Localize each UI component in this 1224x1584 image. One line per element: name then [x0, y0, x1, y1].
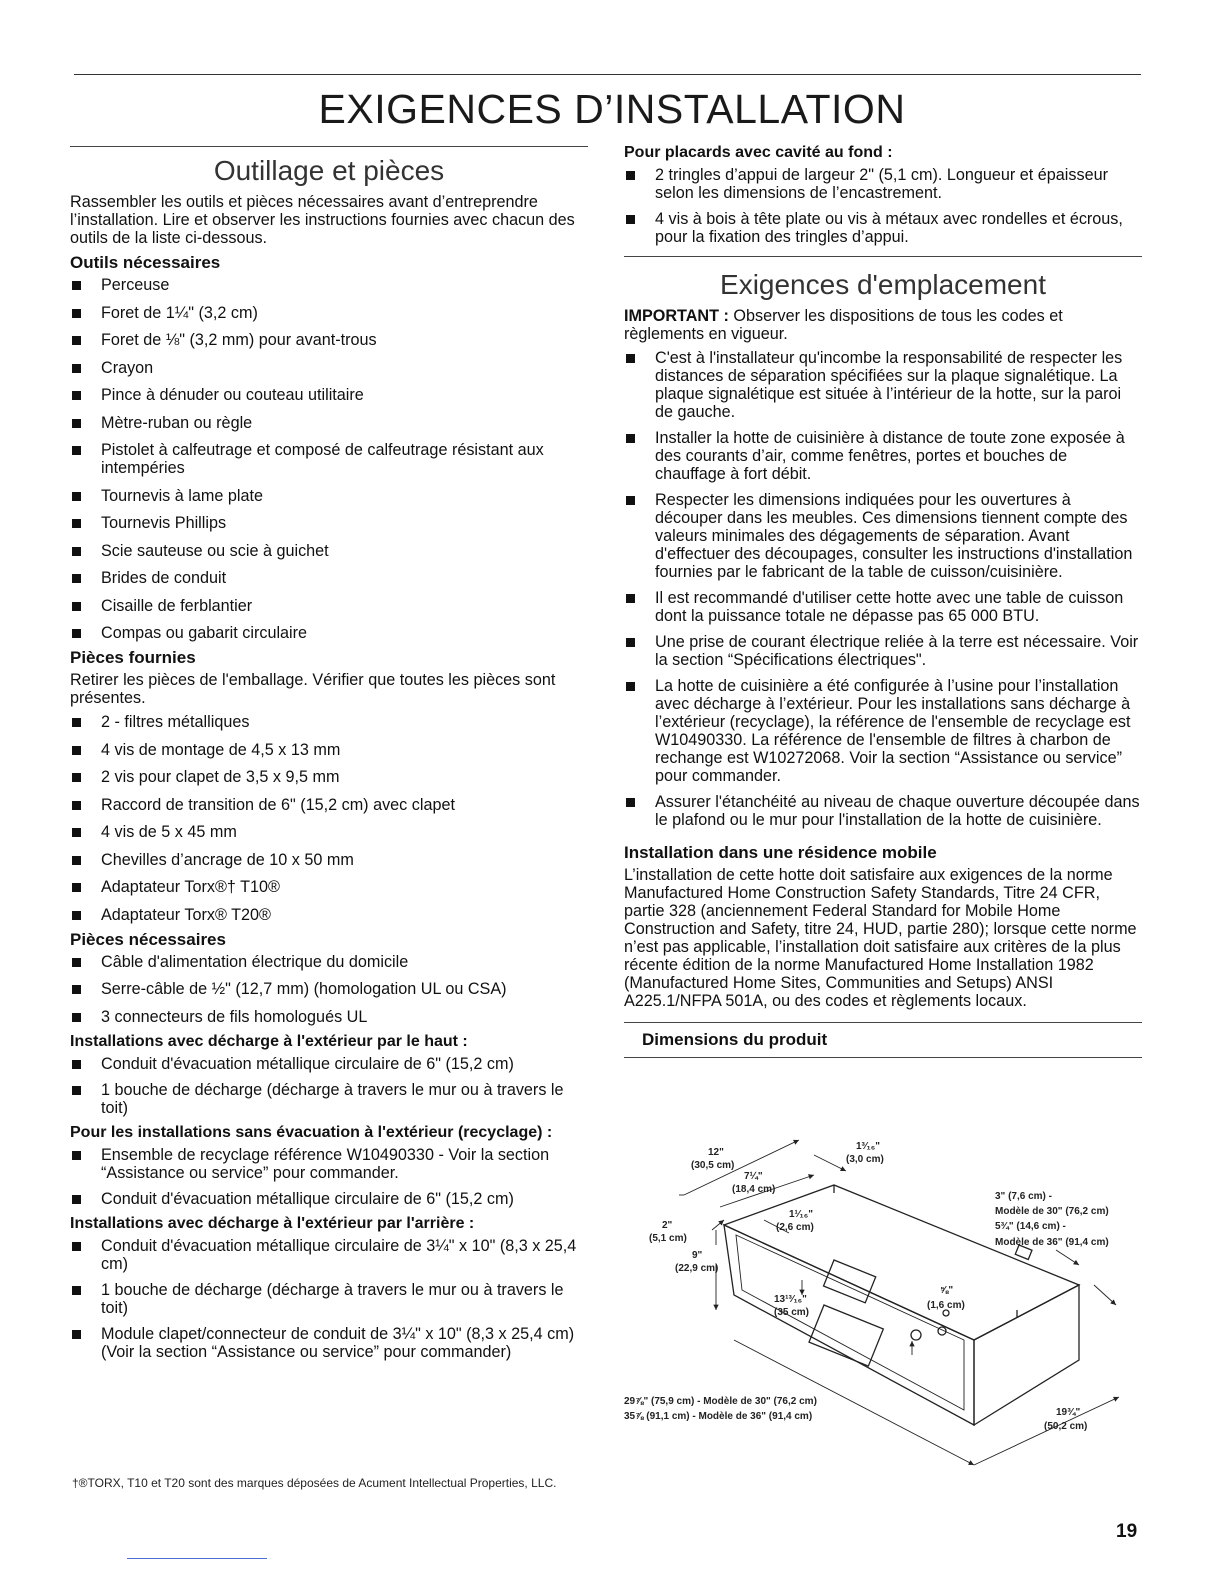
important-text: Observer les dispositions de tous les codes et règlements en vigueur.: [624, 307, 1063, 343]
location-list: [624, 349, 1142, 829]
list-item: Compas ou gabarit circulaire: [70, 624, 588, 642]
top-rule: [74, 74, 1141, 75]
left-column: [70, 146, 588, 1369]
dim-1-1-cm-label: (2,6 cm): [776, 1222, 814, 1233]
rear-vent-list: [70, 1237, 588, 1361]
intro-text: Rassembler les outils et pièces nécessaires avant d’entreprendre l’installation. Lire et observer les instructions fournies avec chacun des outils de la liste ci-dessous.: [70, 193, 575, 247]
dim-5-3-model-label: Modèle de 36" (91,4 cm): [995, 1237, 1109, 1248]
list-item: Raccord de transition de 6" (15,2 cm) avec clapet: [70, 796, 588, 814]
list-item: Pince à dénuder ou couteau utilitaire: [70, 386, 588, 404]
list-item: Cisaille de ferblantier: [70, 597, 588, 615]
dimensions-heading: Dimensions du produit: [642, 1030, 828, 1049]
depth-label: 19¾": [1056, 1407, 1081, 1418]
list-item: Ensemble de recyclage référence W10490330 - Voir la section “Assistance ou service” pour commander.: [70, 1146, 588, 1182]
list-item: Perceuse: [70, 276, 588, 294]
dim-9-label: 9": [692, 1250, 703, 1261]
list-item: 1 bouche de décharge (décharge à travers le mur ou à travers le toit): [70, 1281, 588, 1317]
section-rule: [70, 146, 588, 147]
dim-5-8-cm-label: (1,6 cm): [927, 1300, 965, 1311]
list-item: Serre-câble de ½" (12,7 mm) (homologation UL ou CSA): [70, 980, 588, 998]
section-title-tools: Outillage et pièces: [213, 155, 445, 186]
dim-1-3-cm-label: (3,0 cm): [846, 1154, 884, 1165]
dim-3-model-label: Modèle de 30" (76,2 cm): [995, 1206, 1109, 1217]
width-30-label: 29⅞" (75,9 cm) - Modèle de 30" (76,2 cm): [624, 1396, 817, 1407]
decorative-line: [127, 1558, 267, 1559]
list-item: C'est à l'installateur qu'incombe la responsabilité de respecter les distances de séparation spécifiées sur la plaque signalétique. La plaque signalétique est située à l’intérieur de la hotte, sur la paroi de gauche.: [624, 349, 1142, 421]
list-item: Adaptateur Torx®† T10®: [70, 878, 588, 896]
dim-13-label: 13¹³⁄₁₆": [774, 1294, 807, 1305]
dim-9-cm-label: (22,9 cm): [675, 1263, 719, 1274]
list-item: Scie sauteuse ou scie à guichet: [70, 542, 588, 560]
dim-12-label: 12": [708, 1147, 724, 1158]
list-item: Pistolet à calfeutrage et composé de calfeutrage résistant aux intempéries: [70, 441, 588, 477]
cavity-heading: Pour placards avec cavité au fond :: [624, 144, 893, 161]
tools-list: [70, 276, 588, 642]
right-column: [624, 143, 1142, 1058]
parts-needed-list: [70, 953, 588, 1026]
page-title: EXIGENCES D’INSTALLATION: [318, 86, 906, 132]
list-item: Module clapet/connecteur de conduit de 3¼" x 10" (8,3 x 25,4 cm) (Voir la section “Assistance ou service” pour commander): [70, 1325, 588, 1361]
top-vent-heading: Installations avec décharge à l'extérieur par le haut :: [70, 1032, 468, 1050]
top-vent-list: [70, 1055, 588, 1117]
list-item: Mètre-ruban ou règle: [70, 414, 588, 432]
list-item: Câble d'alimentation électrique du domicile: [70, 953, 588, 971]
list-item: 2 vis pour clapet de 3,5 x 9,5 mm: [70, 768, 588, 786]
section-rule: [624, 256, 1142, 257]
rear-vent-heading: Installations avec décharge à l'extérieur par l'arrière :: [70, 1214, 475, 1232]
parts-supplied-heading: Pièces fournies: [70, 648, 196, 667]
depth-cm-label: (50,2 cm): [1044, 1421, 1088, 1432]
parts-needed-heading: Pièces nécessaires: [70, 929, 226, 949]
dimensions-header: [624, 1022, 1142, 1058]
list-item: Conduit d'évacuation métallique circulaire de 3¼" x 10" (8,3 x 25,4 cm): [70, 1237, 588, 1273]
dim-13-cm-label: (35 cm): [774, 1307, 810, 1318]
list-item: Conduit d'évacuation métallique circulaire de 6" (15,2 cm): [70, 1190, 588, 1208]
list-item: 4 vis de montage de 4,5 x 13 mm: [70, 741, 588, 759]
list-item: 4 vis à bois à tête plate ou vis à métaux avec rondelles et écrous, pour la fixation des tringles d’appui.: [624, 210, 1142, 246]
dim-2-label: 2": [662, 1220, 673, 1231]
page-number: 19: [1116, 1521, 1138, 1542]
dim-1-3-label: 1³⁄₁₆": [856, 1141, 880, 1152]
recirc-list: [70, 1146, 588, 1208]
list-item: Tournevis Phillips: [70, 514, 588, 532]
mobile-text: L’installation de cette hotte doit satisfaire aux exigences de la norme Manufactured Home Construction Safety Standards, Titre 24 CFR, partie 328 (anciennement Federal Standard for Mobile Home Construction and Safety, titre 24, HUD, partie 280); lorsque cette norme n’est pas applicable, l’installation doit satisfaire aux critères de la plus récente édition de la norme Manufactured Home Installation 1982 (Manufactured Home Sites, Communities and Setups) ANSI A225.1/NFPA 501A, ou des codes et règlements locaux.: [624, 866, 1137, 1010]
section-title-location: Exigences d'emplacement: [720, 269, 1046, 300]
dim-7-label: 7¼": [744, 1171, 763, 1182]
list-item: Une prise de courant électrique reliée à la terre est nécessaire. Voir la section “Spécifications électriques".: [624, 633, 1142, 669]
important-label: IMPORTANT :: [624, 307, 729, 325]
list-item: Respecter les dimensions indiquées pour les ouvertures à découper dans les meubles. Ces dimensions tiennent compte des valeurs minimales des dégagements de séparation. Avant d'effectuer des découpages, consulter les instructions d'installation fournies par le fabricant de la table de cuisson/cuisinière.: [624, 491, 1142, 581]
list-item: Foret de 1¼" (3,2 cm): [70, 304, 588, 322]
list-item: Assurer l'étanchéité au niveau de chaque ouverture découpée dans le plafond ou le mur pour l'installation de la hotte de cuisinière.: [624, 793, 1142, 829]
footnote: †®TORX, T10 et T20 sont des marques déposées de Acument Intellectual Properties, LLC.: [72, 1476, 557, 1490]
list-item: Adaptateur Torx® T20®: [70, 906, 588, 924]
list-item: Chevilles d’ancrage de 10 x 50 mm: [70, 851, 588, 869]
list-item: Tournevis à lame plate: [70, 487, 588, 505]
parts-supplied-intro: Retirer les pièces de l'emballage. Vérifier que toutes les pièces sont présentes.: [70, 671, 556, 707]
list-item: Installer la hotte de cuisinière à distance de toute zone exposée à des courants d’air, comme fenêtres, portes et bouches de chauffage à fort débit.: [624, 429, 1142, 483]
dim-3-label: 3" (7,6 cm) -: [995, 1191, 1052, 1202]
recirc-heading: Pour les installations sans évacuation à l'extérieur (recyclage) :: [70, 1123, 553, 1141]
width-36-label: 35⅞ (91,1 cm) - Modèle de 36" (91,4 cm): [624, 1411, 813, 1422]
product-dimensions-diagram: [624, 1135, 1148, 1485]
parts-supplied-list: [70, 713, 588, 924]
list-item: 3 connecteurs de fils homologués UL: [70, 1008, 588, 1026]
list-item: 1 bouche de décharge (décharge à travers le mur ou à travers le toit): [70, 1081, 588, 1117]
list-item: 2 tringles d’appui de largeur 2" (5,1 cm). Longueur et épaisseur selon les dimensions de l’encastrement.: [624, 166, 1142, 202]
important-note: [624, 307, 1142, 343]
mobile-heading: Installation dans une résidence mobile: [624, 843, 937, 862]
tools-heading: Outils nécessaires: [70, 253, 221, 272]
list-item: Brides de conduit: [70, 569, 588, 587]
list-item: Il est recommandé d'utiliser cette hotte avec une table de cuisson dont la puissance totale ne dépasse pas 65 000 BTU.: [624, 589, 1142, 625]
dim-7-cm-label: (18,4 cm): [732, 1184, 776, 1195]
dim-12-cm-label: (30,5 cm): [691, 1160, 735, 1171]
list-item: Foret de ⅛" (3,2 mm) pour avant-trous: [70, 331, 588, 349]
dim-2-cm-label: (5,1 cm): [649, 1233, 687, 1244]
list-item: Conduit d'évacuation métallique circulaire de 6" (15,2 cm): [70, 1055, 588, 1073]
dimension-labels: [624, 1141, 1109, 1432]
dim-1-1-label: 1¹⁄₁₆": [789, 1209, 813, 1220]
list-item: La hotte de cuisinière a été configurée à l’usine pour l’installation avec décharge à l’extérieur. Pour les installations sans décharge à l’extérieur (recyclage), la référence de l'ensemble de recyclage est W10490330. La référence de l'ensemble de filtres à charbon de rechange est W10272068. Voir la section “Assistance ou service” pour commander.: [624, 677, 1142, 785]
list-item: Crayon: [70, 359, 588, 377]
cavity-list: [624, 166, 1142, 246]
dim-5-3-label: 5¾" (14,6 cm) -: [995, 1221, 1066, 1232]
list-item: 2 - filtres métalliques: [70, 713, 588, 731]
dim-5-8-label: ⅝": [940, 1285, 954, 1296]
list-item: 4 vis de 5 x 45 mm: [70, 823, 588, 841]
